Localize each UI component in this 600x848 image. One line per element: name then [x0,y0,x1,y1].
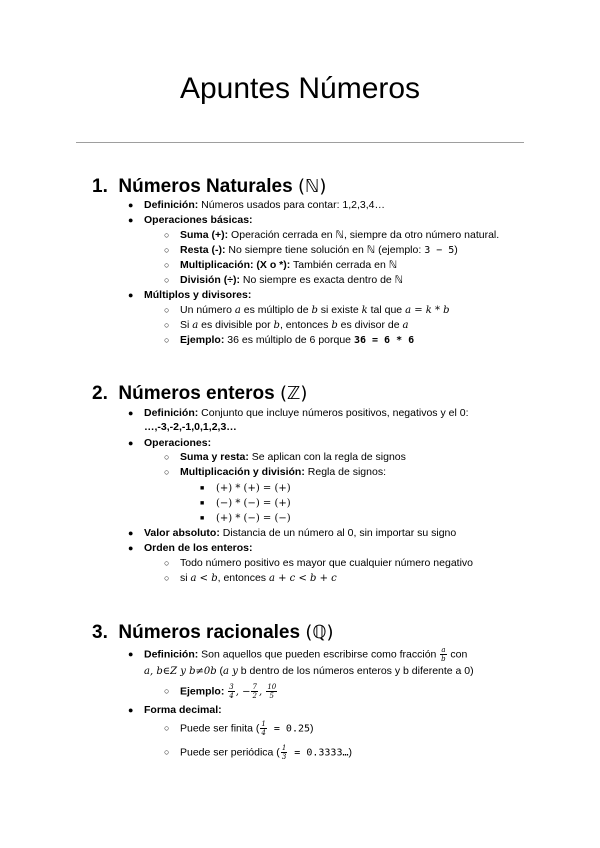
document-title: Apuntes Números [179,72,421,105]
list-item: Ejemplo: $\frac{3}{4}$ , − $\frac{7}{2}$ , $\frac{10}{5}$ [180,683,277,700]
bullet-icon: ● [128,649,134,659]
sign-rule: (+) * (−) = (−) [216,513,291,524]
square-bullet-icon: ■ [200,515,205,522]
list-item: Definición: Conjunto que incluye números positivos, negativos y el 0: [144,407,469,419]
list-item: Resta (-): No siempre tiene solución en ℕ (ejemplo: 3 − 5) [180,244,458,256]
list-item: Definición: Números usados para contar: 1,2,3,4… [144,199,386,211]
list-item: Multiplicación y división: Regla de signos: [180,466,386,478]
integers-symbol: (ℤ) [279,383,308,404]
definition-continuation: a, b∈Z y b≠0b (a y b dentro de los números enteros y b diferente a 0) [144,665,474,677]
bullet-icon: ● [128,290,134,300]
square-bullet-icon: ■ [200,500,205,507]
list-item: Si a es divisible por b, entonces b es divisor de a [180,319,409,331]
bullet-icon: ● [128,543,134,553]
list-item: Un número a es múltiplo de b si existe k tal que a = k * b [180,304,450,316]
list-item: División (÷): No siempre es exacta dentro de ℕ [180,274,404,286]
bullet-icon: ● [128,528,134,538]
circle-bullet-icon: ○ [164,467,170,477]
list-item: Multiplicación: (X o *): También cerrada en ℕ [180,259,398,271]
fraction: $\frac{a}{b}$ [441,646,446,663]
list-item: Forma decimal: [144,704,222,716]
bullet-icon: ● [128,215,134,225]
horizontal-rule [76,142,524,143]
circle-bullet-icon: ○ [164,452,170,462]
rationals-symbol: (ℚ) [305,622,334,643]
list-item: si a < b, entonces a + c < b + c [180,572,337,584]
list-item: Suma (+): Operación cerrada en ℕ, siempre da otro número natural. [180,229,500,241]
square-bullet-icon: ■ [200,485,205,492]
circle-bullet-icon: ○ [164,686,170,696]
list-item: Definición: Son aquellos que pueden escribirse como fracción $\frac{a}{b}$ con [144,646,468,663]
circle-bullet-icon: ○ [164,723,170,733]
bullet-icon: ● [128,438,134,448]
integer-sequence: …,-3,-2,-1,0,1,2,3… [144,421,237,433]
circle-bullet-icon: ○ [164,747,170,757]
list-item: Valor absoluto: Distancia de un número al 0, sin importar su signo [144,527,457,539]
circle-bullet-icon: ○ [164,245,170,255]
section-heading: 2. Números enteros (ℤ) [92,383,308,404]
list-item: Todo número positivo es mayor que cualquier número negativo [180,557,474,569]
sign-rule: (+) * (+) = (+) [216,483,291,494]
section-heading: 3. Números racionales (ℚ) [92,622,334,643]
list-item: Orden de los enteros: [144,542,253,554]
list-item: Puede ser finita ( $\frac{1}{4}$ = 0.25) [180,720,314,737]
circle-bullet-icon: ○ [164,260,170,270]
circle-bullet-icon: ○ [164,558,170,568]
list-item: Múltiplos y divisores: [144,289,252,301]
circle-bullet-icon: ○ [164,335,170,345]
bullet-icon: ● [128,705,134,715]
list-item: Puede ser periódica ( $\frac{1}{3}$ = 0.3333…) [180,744,352,761]
list-item: Ejemplo: 36 es múltiplo de 6 porque 36 = 6 * 6 [180,334,415,346]
circle-bullet-icon: ○ [164,573,170,583]
circle-bullet-icon: ○ [164,320,170,330]
sign-rule: (−) * (−) = (+) [216,498,291,509]
bullet-icon: ● [128,200,134,210]
bullet-icon: ● [128,408,134,418]
naturals-symbol: (ℕ) [297,176,327,197]
list-item: Suma y resta: Se aplican con la regla de signos [180,451,406,463]
section-heading: 1. Números Naturales (ℕ) [92,176,327,197]
circle-bullet-icon: ○ [164,305,170,315]
list-item: Operaciones básicas: [144,214,253,226]
circle-bullet-icon: ○ [164,275,170,285]
circle-bullet-icon: ○ [164,230,170,240]
list-item: Operaciones: [144,437,212,449]
